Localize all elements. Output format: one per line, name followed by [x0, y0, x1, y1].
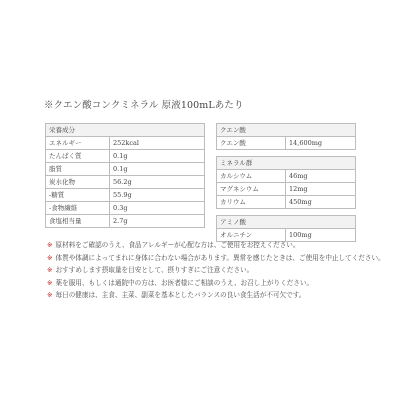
section-gap [217, 209, 356, 216]
ingredient-name: カルシウム [217, 170, 286, 183]
section-header: アミノ酸 [217, 216, 356, 229]
ingredient-value: 450mg [286, 196, 356, 209]
nutrient-value: 56.2g [110, 176, 205, 189]
ingredient-name: カリウム [217, 196, 286, 209]
caution-note [47, 252, 385, 265]
table-row [217, 137, 356, 150]
ingredient-name: クエン酸 [217, 137, 286, 150]
table-row [217, 196, 356, 209]
asterisk-icon: ※ [47, 241, 53, 249]
ingredient-table [216, 123, 356, 242]
nutrition-table [45, 123, 205, 228]
caution-text: 薬を服用、もしくは通院中の方は、お医者様にご相談のうえ、お召し上がりください。 [55, 278, 314, 287]
caution-notes [47, 239, 385, 302]
nutrient-value: 0.3g [110, 202, 205, 215]
nutrient-value: 252kcal [110, 137, 205, 150]
nutrient-name: 脂質 [46, 163, 110, 176]
ingredient-value: 100mg [286, 229, 356, 242]
table-row [46, 163, 205, 176]
table-row [46, 137, 205, 150]
table-row [46, 189, 205, 202]
section-header: ミネラル群 [217, 157, 356, 170]
table-row [46, 202, 205, 215]
asterisk-icon: ※ [47, 266, 53, 275]
asterisk-icon: ※ [47, 253, 53, 262]
caution-note [47, 277, 377, 290]
ingredient-value: 12mg [286, 183, 356, 196]
ingredient-name: オルニチン [217, 229, 286, 242]
table-row [217, 170, 356, 183]
nutrient-value: 2.7g [110, 215, 205, 228]
ingredient-value: 46mg [286, 170, 356, 183]
table-row [217, 183, 356, 196]
ingredient-name: マグネシウム [217, 183, 286, 196]
table-row [46, 176, 205, 189]
caution-note [47, 289, 377, 302]
nutrient-name: -糖質 [46, 189, 110, 202]
caution-text: 原材料をご確認のうえ、食品アレルギーが心配な方は、ご使用をお控えください。 [55, 241, 300, 249]
caution-text: おすすめします摂取量を目安として、摂りすぎにご注意ください。 [55, 266, 254, 275]
asterisk-icon: ※ [47, 278, 53, 287]
nutrient-value: 55.9g [110, 189, 205, 202]
page-title: ※クエン酸コンクミネラル 原液100mLあたり [44, 100, 244, 111]
nutrient-name: -食物繊維 [46, 202, 110, 215]
section-gap [217, 150, 356, 157]
caution-text: 毎日の健康は、主食、主菜、副菜を基本としたバランスの良い食生活が不可欠です。 [55, 291, 306, 300]
table-row [46, 215, 205, 228]
asterisk-icon: ※ [47, 291, 53, 300]
caution-text: 体質や体調によってまれに身体に合わない場合があります。異常を感じたときは、ご使用を中止してください。 [55, 253, 385, 262]
nutrient-name: 食塩相当量 [46, 215, 110, 228]
section-header: クエン酸 [217, 124, 356, 137]
caution-note [47, 239, 377, 252]
table-header: 栄養成分 [46, 124, 205, 137]
nutrient-name: 炭水化物 [46, 176, 110, 189]
nutrient-value: 0.1g [110, 150, 205, 163]
nutrient-name: たんぱく質 [46, 150, 110, 163]
nutrient-value: 0.1g [110, 163, 205, 176]
caution-note [47, 264, 377, 277]
table-row [46, 150, 205, 163]
ingredient-value: 14,600mg [286, 137, 356, 150]
nutrient-name: エネルギー [46, 137, 110, 150]
